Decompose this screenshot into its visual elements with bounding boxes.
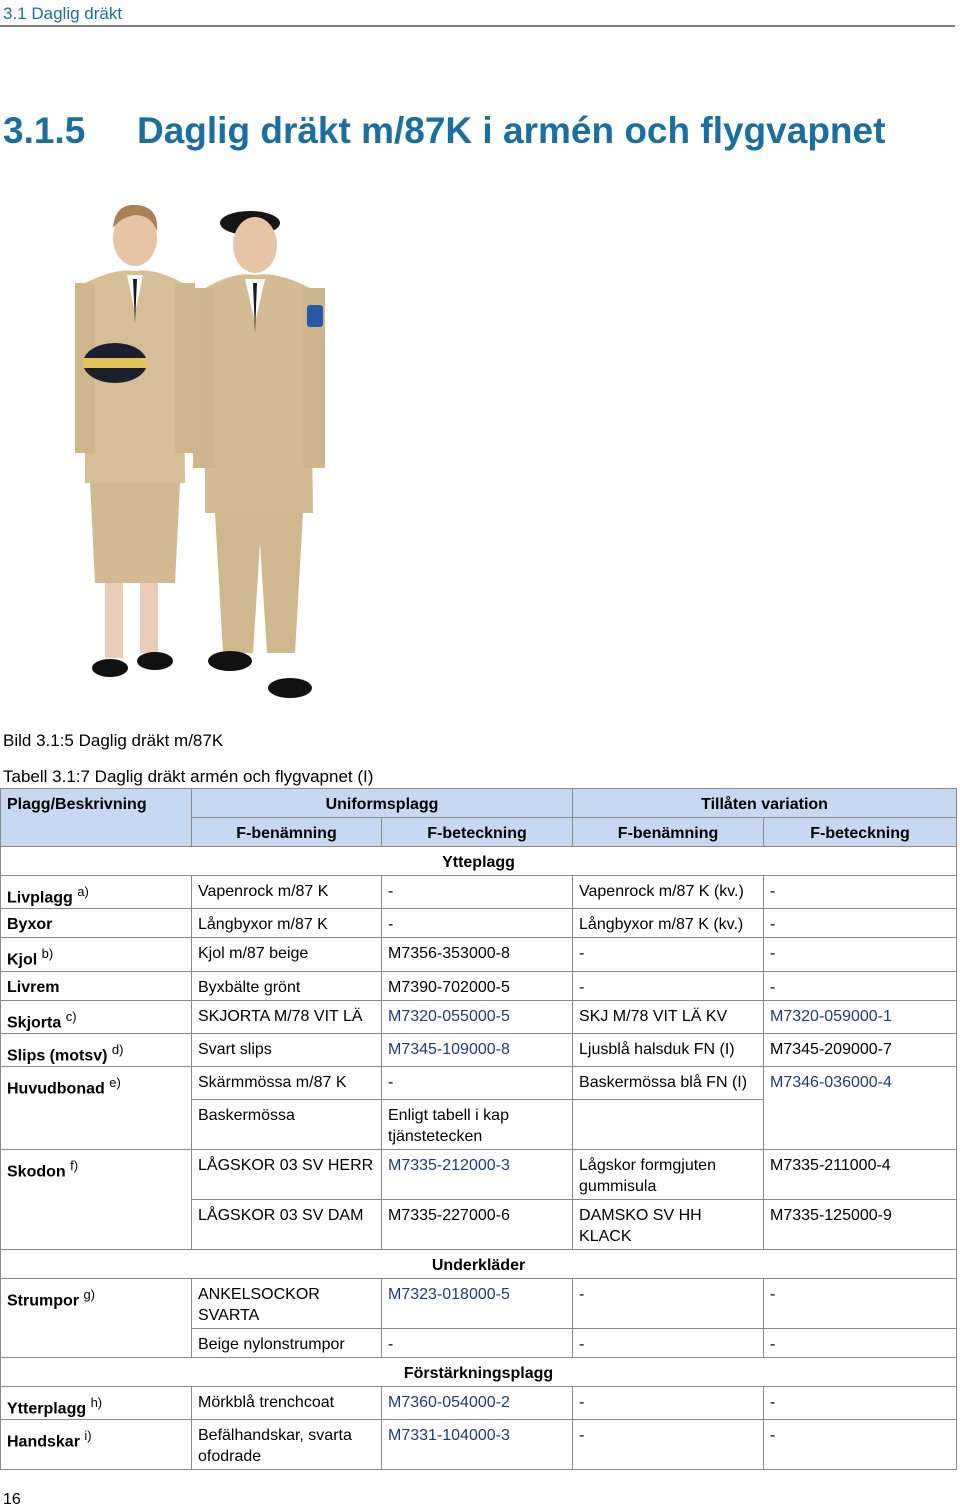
- table-row: [1, 1000, 957, 1033]
- cell-fben: Befälhandskar, svarta ofodrade: [192, 1420, 382, 1470]
- cell-blank: [1, 1200, 192, 1250]
- cell-fbet: M7320-055000-5: [382, 1000, 573, 1033]
- group-label: Förstärkningsplagg: [1, 1358, 957, 1387]
- footnote-mark: g): [83, 1287, 96, 1303]
- cell-fben: Svart slips: [192, 1033, 382, 1066]
- item-label: Slips (motsv): [7, 1047, 108, 1065]
- row-item: [1, 1000, 192, 1033]
- footnote-mark: f): [70, 1158, 79, 1174]
- footnote-mark: d): [111, 1041, 124, 1057]
- cell-vbet: -: [764, 1329, 957, 1358]
- cell-fbet: M7335-227000-6: [382, 1200, 573, 1250]
- col-header-uniform: Uniformsplagg: [192, 789, 573, 818]
- group-row-outer: [1, 847, 957, 876]
- cell-vbet: -: [764, 1387, 957, 1420]
- table-row: [1, 1329, 957, 1358]
- cell-fbet: M7323-018000-5: [382, 1279, 573, 1329]
- item-label: Skodon: [7, 1163, 66, 1181]
- cell-vben: Baskermössa blå FN (I): [573, 1067, 764, 1100]
- table-row: [1, 1279, 957, 1329]
- row-item: [1, 909, 192, 938]
- row-item: [1, 1033, 192, 1066]
- col-header-variation: Tillåten variation: [573, 789, 957, 818]
- cell-vbet: M7335-125000-9: [764, 1200, 957, 1250]
- cell-vben: Vapenrock m/87 K (kv.): [573, 876, 764, 909]
- cell-fben: ANKELSOCKOR SVARTA: [192, 1279, 382, 1329]
- item-label: Strumpor: [7, 1292, 79, 1310]
- table-row: [1, 1200, 957, 1250]
- cell-fbet: M7360-054000-2: [382, 1387, 573, 1420]
- item-label: Skjorta: [7, 1013, 62, 1031]
- footnote-mark: c): [65, 1008, 77, 1024]
- table-row: [1, 1100, 957, 1150]
- cell-vbet: -: [764, 876, 957, 909]
- table-row: [1, 876, 957, 909]
- uniform-photo: [55, 183, 355, 708]
- row-item: [1, 1150, 192, 1200]
- cell-fben: LÅGSKOR 03 SV DAM: [192, 1200, 382, 1250]
- cell-vben: SKJ M/78 VIT LÄ KV: [573, 1000, 764, 1033]
- row-item: [1, 876, 192, 909]
- cell-vben: -: [573, 1387, 764, 1420]
- cell-vbet: -: [764, 909, 957, 938]
- col-header-fbet-1: F-beteckning: [382, 818, 573, 847]
- footnote-mark: b): [41, 946, 54, 962]
- cell-fbet: M7335-212000-3: [382, 1150, 573, 1200]
- row-item: [1, 971, 192, 1000]
- item-label: Ytterplagg: [7, 1400, 87, 1418]
- item-label: Huvudbonad: [7, 1080, 105, 1098]
- cell-fben: SKJORTA M/78 VIT LÄ: [192, 1000, 382, 1033]
- col-header-blank: [1, 818, 192, 847]
- section-number: 3.1.5: [3, 110, 86, 151]
- header-row-2: [1, 818, 957, 847]
- cell-vbet: -: [764, 1420, 957, 1470]
- cell-blank: [764, 1100, 957, 1150]
- cell-vben: -: [573, 1329, 764, 1358]
- cell-fben: Mörkblå trenchcoat: [192, 1387, 382, 1420]
- item-label: Kjol: [7, 951, 38, 969]
- running-head: 3.1 Daglig dräkt: [3, 4, 123, 23]
- cell-vbet: -: [764, 971, 957, 1000]
- cell-vben: -: [573, 1420, 764, 1470]
- footnote-mark: h): [90, 1395, 103, 1411]
- cell-vbet: M7320-059000-1: [764, 1000, 957, 1033]
- cell-vben: Långbyxor m/87 K (kv.): [573, 909, 764, 938]
- cell-vben: -: [573, 938, 764, 971]
- table-row: [1, 1067, 957, 1100]
- table-row: [1, 1420, 957, 1470]
- uniform-table: [0, 788, 957, 1470]
- cell-vben: DAMSKO SV HH KLACK: [573, 1200, 764, 1250]
- page-number: 16: [3, 1491, 21, 1508]
- row-item: [1, 1279, 192, 1329]
- col-header-fben-2: F-benämning: [573, 818, 764, 847]
- cell-fbet: M7390-702000-5: [382, 971, 573, 1000]
- man-figure: [193, 211, 325, 698]
- cell-fben: Byxbälte grönt: [192, 971, 382, 1000]
- figure-caption: Bild 3.1:5 Daglig dräkt m/87K: [3, 731, 224, 750]
- group-label: Underkläder: [1, 1250, 957, 1279]
- cell-vben: -: [573, 971, 764, 1000]
- cell-fbet: M7345-109000-8: [382, 1033, 573, 1066]
- col-header-item: Plagg/Beskrivning: [1, 789, 192, 818]
- row-item: [1, 1067, 192, 1100]
- group-row-under: [1, 1250, 957, 1279]
- cell-fben: Vapenrock m/87 K: [192, 876, 382, 909]
- cell-fben: LÅGSKOR 03 SV HERR: [192, 1150, 382, 1200]
- cell-fben: Beige nylonstrumpor: [192, 1329, 382, 1358]
- cell-blank: [1, 1100, 192, 1150]
- cell-fbet: -: [382, 1329, 573, 1358]
- footnote-mark: e): [109, 1075, 121, 1091]
- section-title-text: Daglig dräkt m/87K i armén och flygvapnet: [137, 110, 886, 151]
- cell-vben: Lågskor formgjuten gummisula: [573, 1150, 764, 1200]
- section-title: [3, 110, 885, 152]
- cell-vbet: -: [764, 1279, 957, 1329]
- table-row: [1, 938, 957, 971]
- cell-blank: [573, 1100, 764, 1150]
- cell-vbet: -: [764, 938, 957, 971]
- col-header-fben-1: F-benämning: [192, 818, 382, 847]
- cell-fbet: -: [382, 1067, 573, 1100]
- row-item: [1, 1420, 192, 1470]
- cell-blank: [1, 1329, 192, 1358]
- cell-fbet: -: [382, 909, 573, 938]
- table-caption: Tabell 3.1:7 Daglig dräkt armén och flygvapnet (I): [3, 767, 374, 786]
- group-row-reinforcement: [1, 1358, 957, 1387]
- cell-fbet: Enligt tabell i kap tjänstetecken: [382, 1100, 573, 1150]
- cell-fbet: -: [382, 876, 573, 909]
- header-rule: [0, 25, 955, 27]
- woman-figure: [75, 205, 195, 677]
- header-row-1: [1, 789, 957, 818]
- cell-fben: Kjol m/87 beige: [192, 938, 382, 971]
- cell-vbet: M7335-211000-4: [764, 1150, 957, 1200]
- table-row: [1, 909, 957, 938]
- col-header-fbet-2: F-beteckning: [764, 818, 957, 847]
- footnote-mark: a): [77, 884, 89, 899]
- row-item: [1, 938, 192, 971]
- cell-vben: -: [573, 1279, 764, 1329]
- item-label: Byxor: [7, 916, 53, 934]
- cell-fbet: M7331-104000-3: [382, 1420, 573, 1470]
- cell-fben: Långbyxor m/87 K: [192, 909, 382, 938]
- item-label: Livplagg: [7, 889, 73, 907]
- cell-vben: Ljusblå halsduk FN (I): [573, 1033, 764, 1066]
- cell-fbet: M7356-353000-8: [382, 938, 573, 971]
- row-item: [1, 1387, 192, 1420]
- group-label: Ytteplagg: [1, 847, 957, 876]
- cell-fben: Skärmmössa m/87 K: [192, 1067, 382, 1100]
- item-label: Handskar: [7, 1433, 80, 1451]
- cell-vbet: M7345-209000-7: [764, 1033, 957, 1066]
- table-row: [1, 1387, 957, 1420]
- footnote-mark: i): [84, 1428, 92, 1444]
- item-label: Livrem: [7, 978, 60, 996]
- cell-fben: Baskermössa: [192, 1100, 382, 1150]
- table-row: [1, 1033, 957, 1066]
- table-row: [1, 971, 957, 1000]
- cell-vbet: M7346-036000-4: [764, 1067, 957, 1100]
- table-row: [1, 1150, 957, 1200]
